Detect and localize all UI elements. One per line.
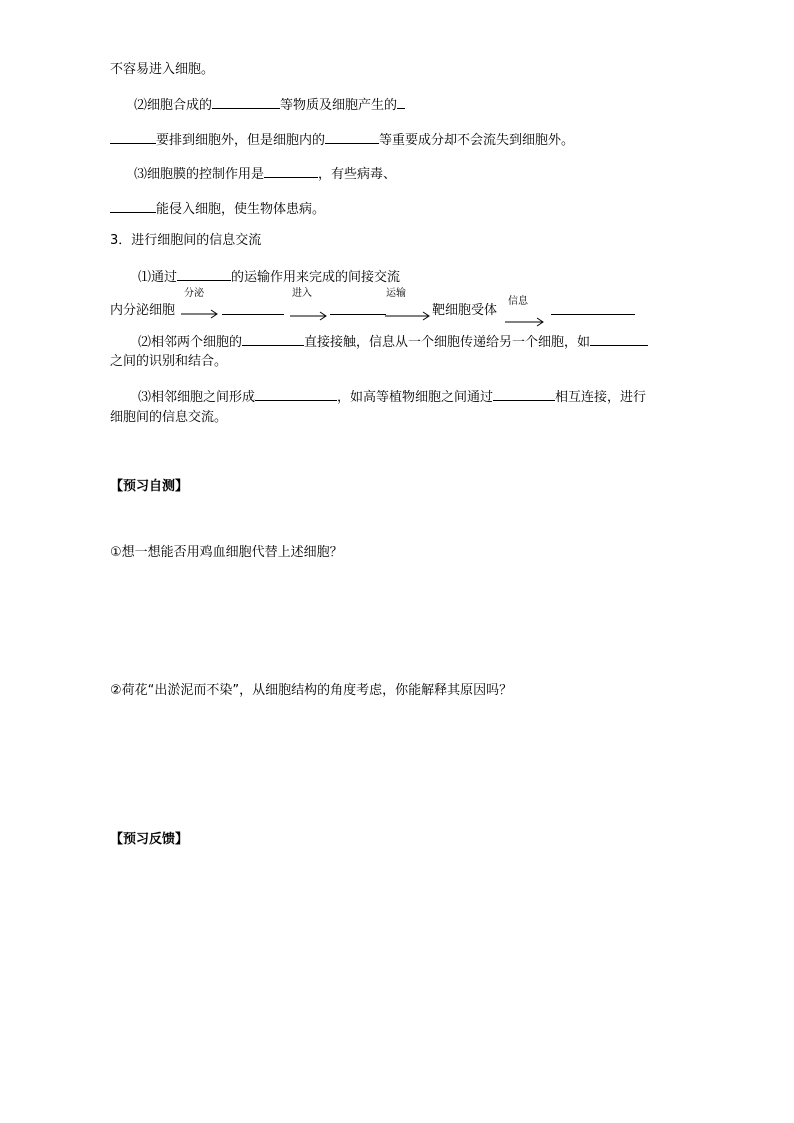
text: 细胞间的信息交流。 — [110, 410, 228, 425]
answer-blank[interactable] — [551, 302, 635, 315]
flow-label-secrete: 分泌 — [184, 288, 204, 299]
section-heading — [110, 233, 261, 249]
text-line — [110, 131, 574, 149]
answer-blank[interactable] — [590, 333, 648, 346]
flow-label-info: 信息 — [508, 296, 528, 307]
text-line — [134, 165, 396, 183]
flow-start — [110, 303, 175, 319]
text-line — [110, 354, 227, 370]
text: 3．进行细胞间的信息交流 — [110, 233, 262, 248]
answer-blank[interactable] — [325, 131, 379, 144]
text: 内分泌细胞 — [110, 303, 176, 318]
section-title-feedback: 【预习反馈】 — [110, 832, 189, 847]
flow-label-transport: 运输 — [386, 288, 406, 299]
text: 等物质及细胞产生的 — [280, 98, 398, 113]
question-1: ①想一想能否用鸡血细胞代替上述细胞？ — [110, 545, 343, 560]
arrow-icon — [384, 310, 432, 322]
answer-blank[interactable] — [255, 388, 337, 401]
text: ⑶细胞膜的控制作用是 — [134, 167, 265, 182]
text: ，有些病毒、 — [318, 167, 397, 182]
text: ⑵相邻两个细胞的 — [138, 335, 243, 350]
text: 靶细胞受体 — [432, 303, 498, 318]
text-line — [138, 268, 400, 286]
answer-blank[interactable] — [242, 333, 304, 346]
answer-blank[interactable] — [330, 302, 386, 315]
text: 等重要成分却不会流失到细胞外。 — [379, 133, 575, 148]
question-2: ②荷花“出淤泥而不染”，从细胞结构的角度考虑，你能解释其原因吗？ — [110, 683, 513, 698]
arrow-icon — [180, 308, 220, 320]
text: ⑶相邻细胞之间形成 — [138, 390, 256, 405]
answer-blank[interactable] — [264, 165, 318, 178]
text: ⑴通过 — [138, 270, 178, 285]
arrow-icon — [289, 310, 329, 322]
flow-label-enter: 进入 — [292, 288, 312, 299]
text-line — [134, 96, 405, 114]
answer-blank[interactable] — [110, 131, 156, 144]
text: 之间的识别和结合。 — [110, 354, 228, 369]
text: 能侵入细胞，使生物体患病。 — [156, 202, 326, 217]
text: 相互连接，进行 — [555, 390, 647, 405]
answer-blank[interactable] — [397, 96, 405, 109]
text-line — [110, 62, 214, 78]
answer-blank[interactable] — [110, 200, 156, 213]
answer-blank[interactable] — [493, 388, 555, 401]
text-line — [110, 200, 325, 218]
answer-blank[interactable] — [222, 302, 284, 315]
text: ⑵细胞合成的 — [134, 98, 213, 113]
text: 不容易进入细胞。 — [110, 62, 215, 77]
answer-blank[interactable] — [212, 96, 280, 109]
text: ，如高等植物细胞之间通过 — [337, 390, 494, 405]
arrow-icon — [504, 316, 546, 328]
text-line — [110, 410, 227, 426]
text: 的运输作用来完成的间接交流 — [231, 270, 401, 285]
answer-blank[interactable] — [177, 268, 231, 281]
text-line — [138, 388, 646, 406]
flow-target — [432, 303, 497, 319]
text-line — [138, 333, 648, 351]
text: 直接接触，信息从一个细胞传递给另一个细胞，如 — [304, 335, 591, 350]
section-title-self-test: 【预习自测】 — [110, 479, 189, 494]
text: 要排到细胞外，但是细胞内的 — [156, 133, 326, 148]
